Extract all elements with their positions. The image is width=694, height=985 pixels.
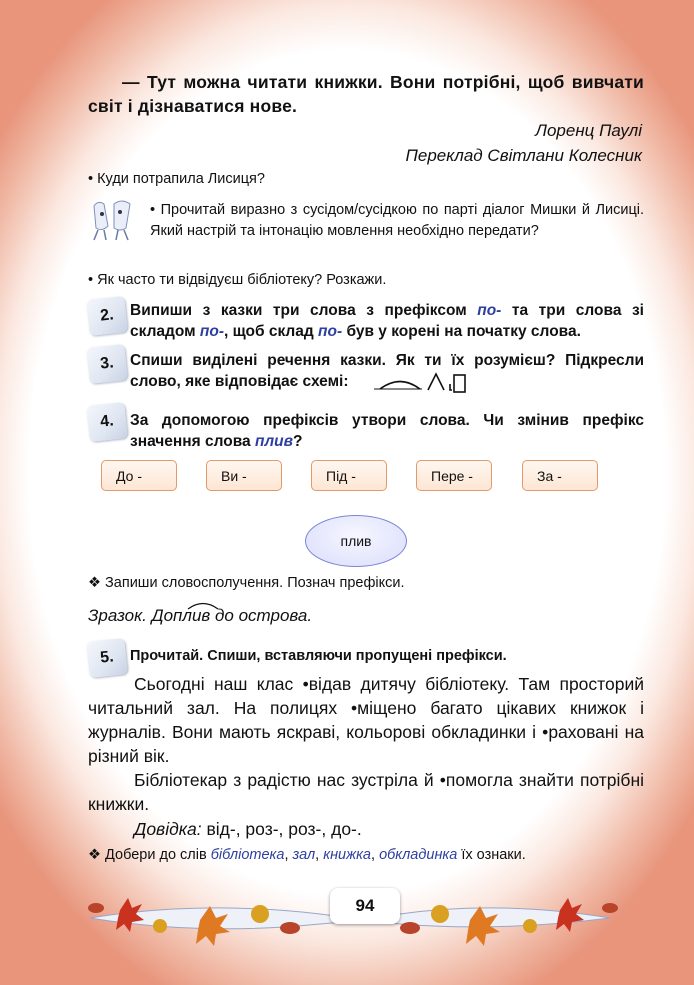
task-4 — [88, 404, 644, 450]
task-number-badge: 5. — [86, 638, 128, 678]
prefix-box-3: Під - — [311, 460, 387, 491]
last-instruction: ❖ Добери до слів бібліотека, зал, книжка, обкладинка їх ознаки. — [88, 847, 526, 863]
prefix-box-4: Пере - — [416, 460, 492, 491]
task-2-text: Випиши з казки три слова з префіксом по- та три слова зі складом по-, щоб склад по- був у корені на початку слова. — [130, 302, 644, 340]
task-2 — [88, 296, 644, 342]
question-3-text: Як часто ти відвідуєш бібліотеку? Розкажи. — [97, 272, 387, 288]
diamond-marker: ❖ — [88, 575, 101, 591]
reading-paragraph-1: Сьогодні наш клас •відав дитячу бібліотеку. Там просторий читальний зал. На полицях •міщено багато цікавих книжок і журналів. Вони мають яскраві, кольорові обкладинки і •раховані на різний вік. — [88, 674, 644, 766]
prefix-box-2: Ви - — [206, 460, 282, 491]
prefix-arc-mark — [186, 597, 220, 607]
question-2-text: Прочитай виразно з сусідом/сусідкою по парті діалог Мишки й Лисиці. Який настрій та інтонацію мовлення необхідно передати? — [150, 202, 645, 239]
hint-text: від-, роз-, роз-, до-. — [201, 819, 362, 839]
root-word-ellipse: плив — [305, 515, 407, 567]
question-3 — [88, 272, 386, 288]
hint-label: Довідка: — [134, 819, 202, 839]
question-1-text: Куди потрапила Лисиця? — [97, 171, 265, 187]
task-number-badge: 4. — [86, 402, 128, 442]
reading-hint — [88, 817, 644, 841]
task-3 — [88, 346, 644, 396]
morpheme-scheme-icon — [372, 370, 466, 394]
task-5-text: Прочитай. Спиши, вставляючи пропущені префікси. — [130, 648, 507, 664]
quote-body: Тут можна читати книжки. Вони потрібні, щоб вивчати світ і дізнаватися нове. — [88, 72, 644, 116]
reading-paragraph-2: Бібліотекар з радістю нас зустріла й •помогла знайти потрібні книжки. — [88, 770, 644, 814]
quote-text — [88, 70, 644, 118]
bullet-marker: • — [88, 272, 94, 288]
bullet-marker: • — [150, 202, 156, 218]
quote-dash: — — [122, 72, 140, 92]
question-2 — [150, 200, 644, 242]
diamond-marker: ❖ — [88, 847, 101, 863]
bullet-marker: • — [88, 171, 94, 187]
page-number: 94 — [330, 888, 400, 924]
task-number-badge: 2. — [86, 296, 128, 336]
task-5 — [88, 640, 644, 674]
quote-author: Лоренц Паулі — [535, 121, 642, 140]
prefix-box-5: За - — [522, 460, 598, 491]
task-4-text: За допомогою префіксів утвори слова. Чи змінив префікс значення слова плив? — [130, 412, 644, 450]
task-number-badge: 3. — [86, 344, 128, 384]
prefix-box-1: До - — [101, 460, 177, 491]
write-instruction — [88, 575, 405, 591]
question-1 — [88, 171, 265, 187]
write-instruction-text: Запиши словосполучення. Познач префікси. — [105, 575, 405, 591]
task-3-text: Спиши виділені речення казки. Як ти їх розумієш? Підкресли слово, яке відповідає схемі: — [130, 352, 644, 390]
dialogue-icon — [88, 196, 136, 242]
quote-translation: Переклад Світлани Колесник — [405, 146, 642, 165]
sample-text: Зразок. Доплив до острова. — [88, 606, 313, 625]
